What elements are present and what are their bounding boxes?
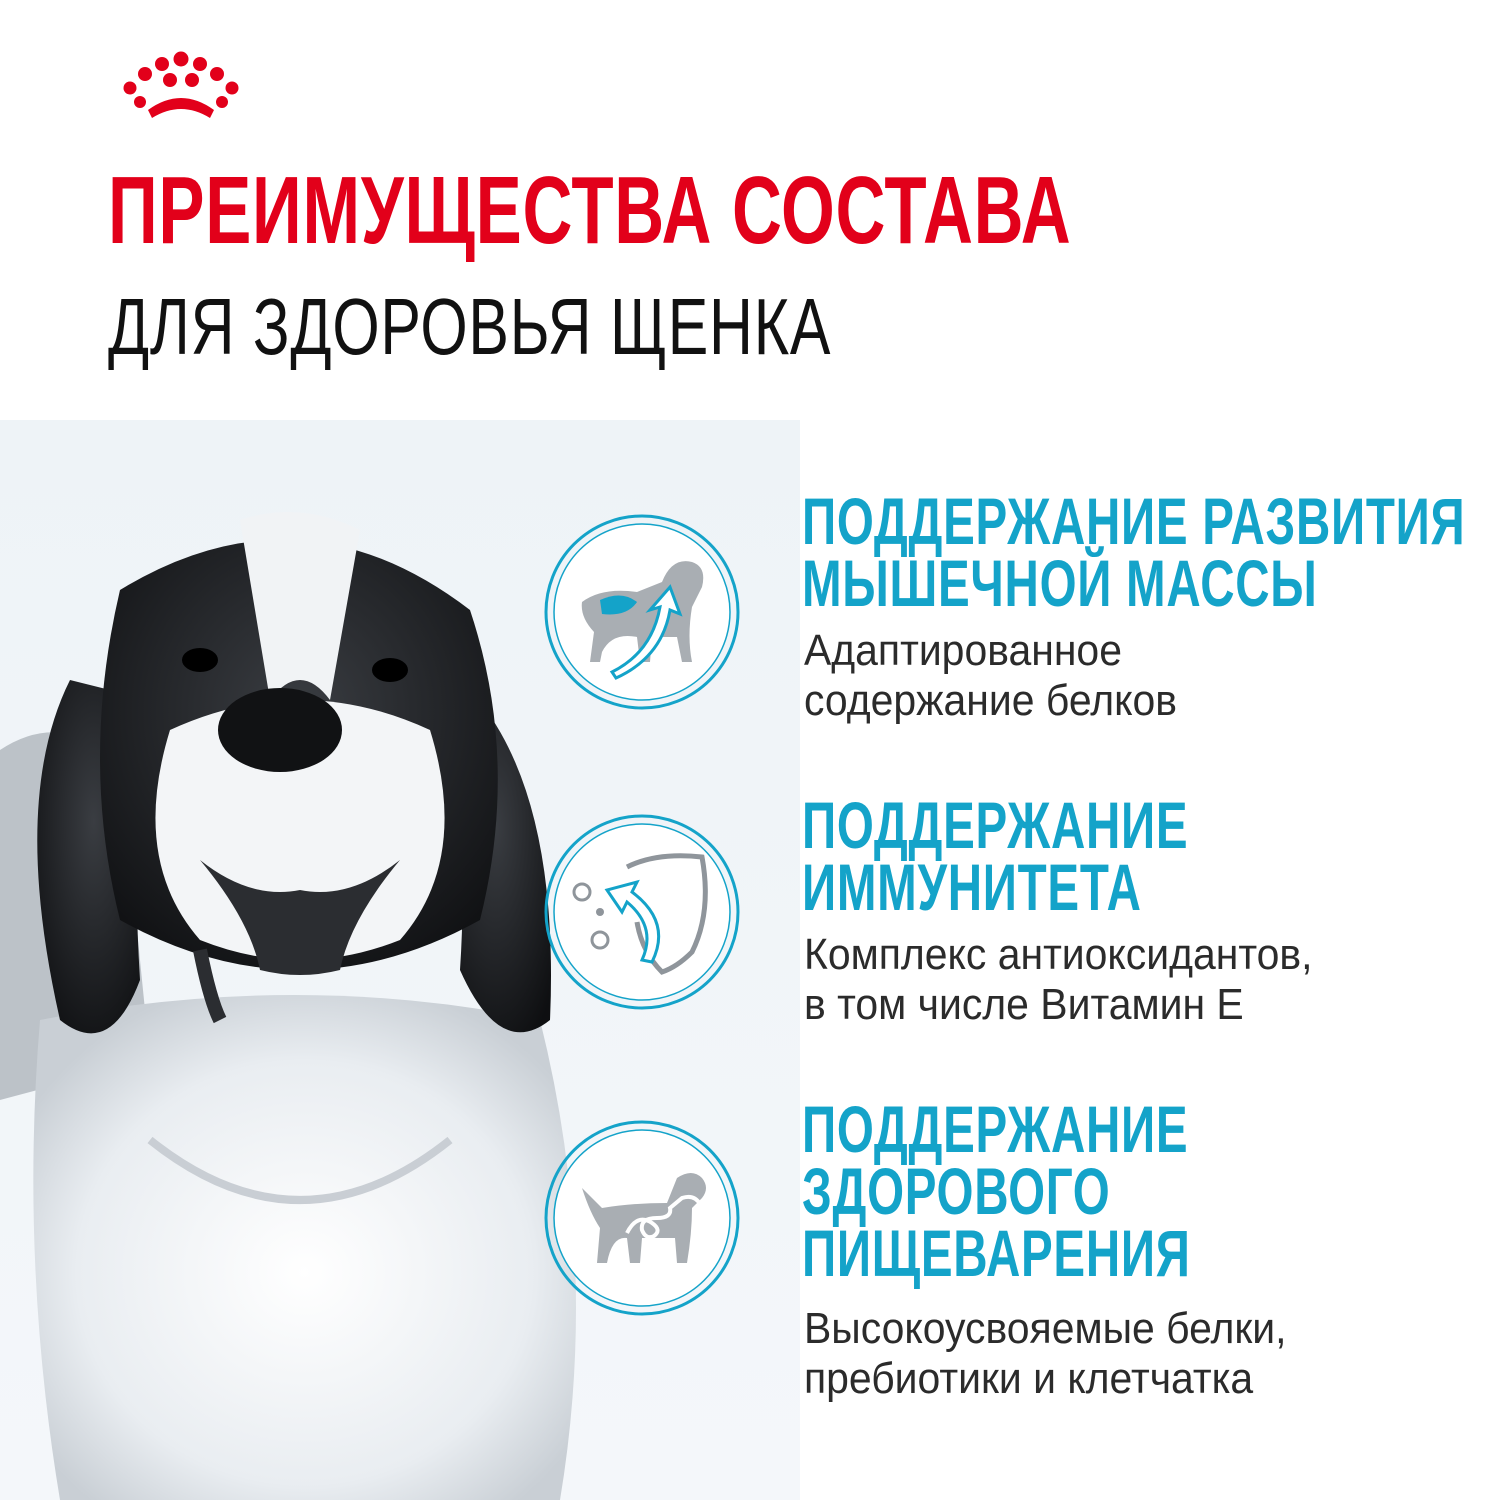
benefit-1-desc-line-1: Адаптированное	[804, 626, 1122, 675]
crown-logo-icon	[118, 50, 244, 126]
benefit-1-title-line-1: ПОДДЕРЖАНИЕ РАЗВИТИЯ	[802, 484, 1466, 558]
dog-digestion-icon	[542, 1118, 742, 1318]
puppy-muscle-growth-icon	[542, 512, 742, 712]
benefit-3-title-line-3: ПИЩЕВАРЕНИЯ	[802, 1216, 1191, 1290]
benefit-1-description	[804, 626, 1177, 726]
benefit-3-description	[804, 1304, 1287, 1404]
benefit-2-desc-line-2: в том числе Витамин Е	[804, 980, 1244, 1029]
shield-immunity-icon	[542, 812, 742, 1012]
benefit-1-title-line-2: МЫШЕЧНОЙ МАССЫ	[802, 546, 1318, 620]
benefit-3-title-line-2: ЗДОРОВОГО	[802, 1154, 1111, 1228]
benefit-3-desc-line-2: пребиотики и клетчатка	[804, 1354, 1254, 1403]
benefit-2-desc-line-1: Комплекс антиоксидантов,	[804, 930, 1313, 979]
page-title: ПРЕИМУЩЕСТВА СОСТАВА	[108, 157, 1072, 264]
benefit-1-desc-line-2: содержание белков	[804, 676, 1178, 725]
benefit-3-title	[802, 1092, 1191, 1290]
benefit-2-title-line-2: ИММУНИТЕТА	[802, 850, 1142, 924]
benefit-3-title-line-1: ПОДДЕРЖАНИЕ	[802, 1092, 1189, 1166]
benefit-3-desc-line-1: Высокоусвояемые белки,	[804, 1304, 1287, 1353]
benefit-2-title-line-1: ПОДДЕРЖАНИЕ	[802, 788, 1189, 862]
dog-photo	[0, 500, 600, 1500]
benefit-1-title	[802, 484, 1466, 620]
page-subtitle: ДЛЯ ЗДОРОВЬЯ ЩЕНКА	[108, 282, 832, 371]
benefit-2-title	[802, 788, 1189, 924]
benefit-2-description	[804, 930, 1312, 1030]
